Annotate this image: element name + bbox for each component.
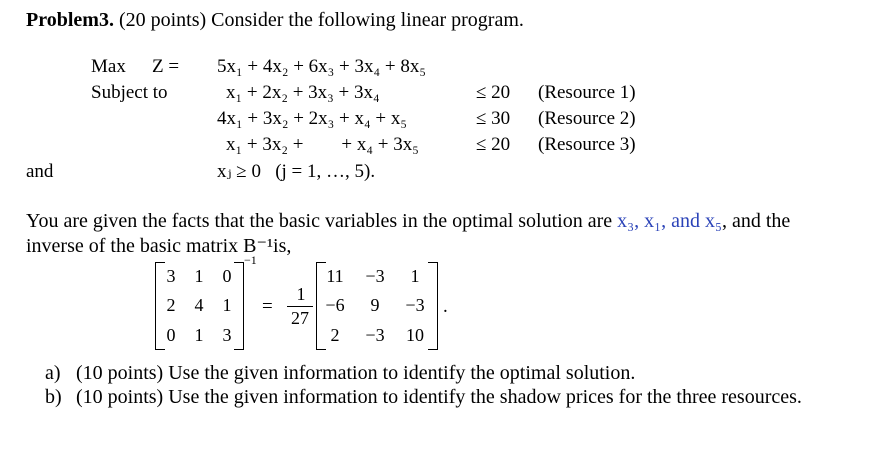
constraint-1-rhs: ≤ 20 [476,82,511,103]
matrix-binv-cell: 1 [410,266,420,286]
constraint-1-lhs: x₁ + 2x₂ + 3x₃ + 3x₄ [226,82,380,103]
constraint-2-lhs: 4x₁ + 3x₂ + 2x₃ + x₄ + x₅ [217,108,407,129]
max-label: Max [91,56,126,77]
matrix-b-cell: 1 [194,325,204,345]
question-b-text: (10 points) Use the given information to identify the shadow prices for the three resources. [76,386,802,408]
matrix-binv-cell: 9 [370,295,380,315]
matrix-b-cell: 1 [222,295,232,315]
matrix-binv-cell: 10 [406,325,424,345]
matrix-b-cell: 3 [222,325,232,345]
problem-label: Problem3. [26,9,114,31]
matrix-binv-cell: −3 [405,295,425,315]
question-a-id: a) [45,362,61,384]
objective-function: 5x₁ + 4x₂ + 6x₃ + 3x₄ + 8x₅ [217,56,426,77]
fraction-denominator: 27 [291,308,309,328]
constraint-2-label: (Resource 2) [538,108,636,129]
facts-line-1-pre: You are given the facts that the basic variables in the optimal solution are [26,210,613,232]
matrix-binv-cell: −6 [325,295,345,315]
problem-points: (20 points) Consider the following linear program. [118,9,524,31]
facts-line-2: inverse of the basic matrix B⁻¹is, [26,235,292,257]
constraint-3-label: (Resource 3) [538,134,636,155]
problem-header [26,8,524,32]
question-b-id: b) [45,386,62,408]
matrix-binv-cell: −3 [365,266,385,286]
basic-variables: x₃, x₁, and x₅ [617,210,722,232]
nonnegativity-constraint: xⱼ ≥ 0 (j = 1, …, 5). [217,161,376,182]
facts-line-1-post: , and the [721,210,791,232]
matrix-b-cell: 4 [194,295,204,315]
matrix-binv-cell: −3 [365,325,385,345]
and-label: and [26,161,54,182]
constraint-2-rhs: ≤ 30 [476,108,511,129]
constraint-3-lhs: x₁ + 3x₂ + + x₄ + 3x₅ [226,134,419,155]
facts-line-1 [26,209,790,233]
matrix-b-cell: 3 [166,266,176,286]
constraint-3-rhs: ≤ 20 [476,134,511,155]
question-a-text: (10 points) Use the given information to identify the optimal solution. [76,362,636,384]
z-label: Z = [152,56,180,77]
matrix-binv-cell: 2 [330,325,340,345]
matrix-binv-cell: 11 [326,266,344,286]
matrix-period: . [443,296,448,317]
matrix-b-cell: 1 [194,266,204,286]
inverse-exponent: −1 [244,253,257,267]
fraction-bar [287,306,313,307]
matrix-b-cell: 2 [166,295,176,315]
fraction-numerator: 1 [296,284,306,304]
constraint-1-label: (Resource 1) [538,82,636,103]
equals-sign: = [262,296,273,317]
subject-to-label: Subject to [91,82,168,103]
matrix-b-cell: 0 [222,266,232,286]
matrix-b-cell: 0 [166,325,176,345]
